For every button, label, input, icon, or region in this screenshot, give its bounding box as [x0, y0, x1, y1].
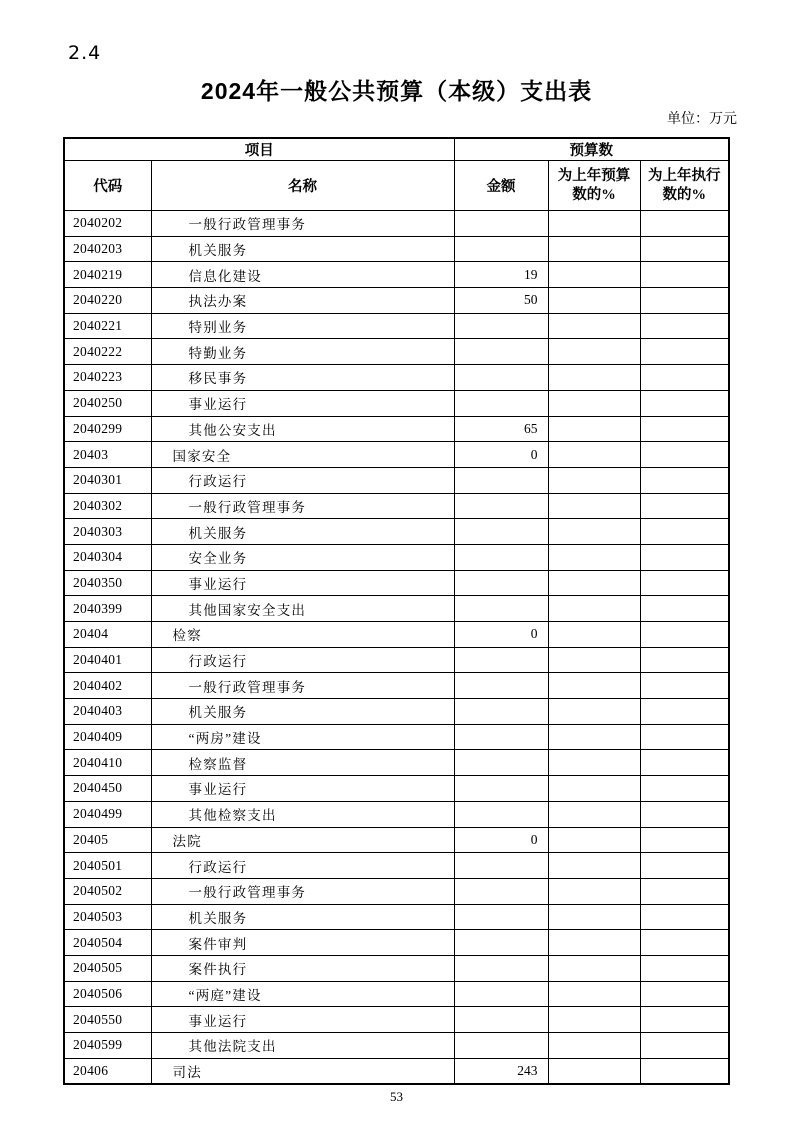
cell-amount [454, 801, 548, 827]
cell-name: 一般行政管理事务 [151, 878, 454, 904]
cell-pct-exec [640, 365, 729, 391]
cell-pct-exec [640, 596, 729, 622]
cell-name: 一般行政管理事务 [151, 493, 454, 519]
cell-pct-exec [640, 211, 729, 237]
cell-amount [454, 519, 548, 545]
cell-pct-exec [640, 853, 729, 879]
page-number: 53 [390, 1089, 403, 1104]
cell-name: 其他公安支出 [151, 416, 454, 442]
cell-pct-exec [640, 1058, 729, 1084]
cell-amount [454, 339, 548, 365]
cell-name: 法院 [151, 827, 454, 853]
cell-pct-budget [548, 288, 640, 314]
table-row [64, 339, 729, 365]
cell-code: 2040550 [64, 1007, 151, 1033]
cell-pct-exec [640, 750, 729, 776]
cell-code: 2040403 [64, 699, 151, 725]
cell-code: 2040506 [64, 981, 151, 1007]
cell-pct-budget [548, 724, 640, 750]
cell-code: 2040502 [64, 878, 151, 904]
cell-code: 2040501 [64, 853, 151, 879]
table-row [64, 596, 729, 622]
cell-pct-budget [548, 673, 640, 699]
cell-amount: 19 [454, 262, 548, 288]
cell-pct-exec [640, 827, 729, 853]
cell-name: 检察 [151, 622, 454, 648]
cell-pct-exec [640, 313, 729, 339]
cell-pct-exec [640, 339, 729, 365]
cell-pct-exec [640, 467, 729, 493]
cell-pct-exec [640, 1007, 729, 1033]
cell-code: 2040202 [64, 211, 151, 237]
header-budget-group: 预算数 [454, 138, 729, 161]
table-row [64, 750, 729, 776]
cell-amount [454, 1033, 548, 1059]
table-row [64, 878, 729, 904]
table-row [64, 416, 729, 442]
cell-code: 2040221 [64, 313, 151, 339]
table-row [64, 673, 729, 699]
cell-name: 国家安全 [151, 442, 454, 468]
cell-pct-exec [640, 699, 729, 725]
cell-amount [454, 647, 548, 673]
cell-code: 2040220 [64, 288, 151, 314]
cell-code: 2040304 [64, 544, 151, 570]
cell-name: 事业运行 [151, 570, 454, 596]
cell-amount [454, 724, 548, 750]
table-header [64, 138, 729, 211]
table-row [64, 853, 729, 879]
cell-name: 司法 [151, 1058, 454, 1084]
cell-code: 2040410 [64, 750, 151, 776]
cell-name: 事业运行 [151, 390, 454, 416]
cell-code: 2040409 [64, 724, 151, 750]
cell-amount [454, 570, 548, 596]
header-project-group: 项目 [64, 138, 454, 161]
cell-name: 机关服务 [151, 236, 454, 262]
cell-code: 2040505 [64, 955, 151, 981]
cell-amount [454, 544, 548, 570]
table-row [64, 955, 729, 981]
cell-name: 机关服务 [151, 519, 454, 545]
table-row [64, 1033, 729, 1059]
cell-code: 2040219 [64, 262, 151, 288]
cell-name: 案件审判 [151, 930, 454, 956]
table-row [64, 699, 729, 725]
cell-pct-exec [640, 570, 729, 596]
cell-pct-exec [640, 724, 729, 750]
table-body [64, 211, 729, 1084]
cell-name: 行政运行 [151, 853, 454, 879]
cell-pct-exec [640, 288, 729, 314]
cell-name: 事业运行 [151, 776, 454, 802]
cell-amount: 65 [454, 416, 548, 442]
cell-name: 安全业务 [151, 544, 454, 570]
header-amount: 金额 [454, 161, 548, 211]
cell-amount [454, 365, 548, 391]
cell-amount [454, 699, 548, 725]
cell-code: 2040299 [64, 416, 151, 442]
unit-label: 单位：万元 [667, 112, 737, 127]
cell-name: 事业运行 [151, 1007, 454, 1033]
cell-pct-exec [640, 622, 729, 648]
table-row [64, 981, 729, 1007]
cell-code: 2040250 [64, 390, 151, 416]
cell-name: “两庭”建设 [151, 981, 454, 1007]
cell-amount [454, 596, 548, 622]
cell-code: 2040401 [64, 647, 151, 673]
cell-code: 2040302 [64, 493, 151, 519]
cell-pct-exec [640, 262, 729, 288]
cell-pct-budget [548, 776, 640, 802]
cell-pct-budget [548, 1033, 640, 1059]
table-row [64, 622, 729, 648]
cell-pct-exec [640, 544, 729, 570]
table-row [64, 313, 729, 339]
cell-amount [454, 313, 548, 339]
cell-name: 机关服务 [151, 904, 454, 930]
cell-code: 2040303 [64, 519, 151, 545]
cell-amount: 50 [454, 288, 548, 314]
cell-amount [454, 750, 548, 776]
table-row [64, 390, 729, 416]
table-row [64, 1058, 729, 1084]
table-row [64, 262, 729, 288]
table-row [64, 776, 729, 802]
cell-pct-exec [640, 776, 729, 802]
cell-code: 2040499 [64, 801, 151, 827]
cell-code: 20403 [64, 442, 151, 468]
cell-pct-budget [548, 544, 640, 570]
cell-name: 一般行政管理事务 [151, 211, 454, 237]
cell-name: 其他法院支出 [151, 1033, 454, 1059]
header-group-row [64, 138, 729, 161]
cell-pct-exec [640, 1033, 729, 1059]
header-columns-row [64, 161, 729, 211]
cell-amount: 0 [454, 442, 548, 468]
cell-pct-exec [640, 878, 729, 904]
cell-pct-budget [548, 211, 640, 237]
cell-amount [454, 955, 548, 981]
cell-code: 2040203 [64, 236, 151, 262]
cell-amount [454, 776, 548, 802]
cell-code: 20405 [64, 827, 151, 853]
cell-code: 2040350 [64, 570, 151, 596]
cell-pct-exec [640, 236, 729, 262]
cell-name: 特勤业务 [151, 339, 454, 365]
cell-pct-budget [548, 519, 640, 545]
cell-pct-budget [548, 596, 640, 622]
cell-amount [454, 904, 548, 930]
header-pct-of-prev-exec: 为上年执行数的% [640, 161, 729, 211]
table-row [64, 1007, 729, 1033]
cell-code: 2040503 [64, 904, 151, 930]
cell-pct-exec [640, 493, 729, 519]
cell-code: 2040301 [64, 467, 151, 493]
cell-name: 行政运行 [151, 467, 454, 493]
cell-name: 行政运行 [151, 647, 454, 673]
cell-pct-exec [640, 519, 729, 545]
cell-pct-budget [548, 750, 640, 776]
table-row [64, 236, 729, 262]
cell-pct-budget [548, 801, 640, 827]
table-row [64, 211, 729, 237]
table-row [64, 930, 729, 956]
cell-name: 特别业务 [151, 313, 454, 339]
cell-pct-budget [548, 365, 640, 391]
cell-amount [454, 1007, 548, 1033]
cell-pct-budget [548, 236, 640, 262]
cell-amount [454, 853, 548, 879]
cell-pct-budget [548, 955, 640, 981]
table-row [64, 442, 729, 468]
cell-pct-exec [640, 904, 729, 930]
table-row [64, 493, 729, 519]
cell-pct-budget [548, 853, 640, 879]
cell-pct-exec [640, 981, 729, 1007]
cell-pct-budget [548, 878, 640, 904]
cell-pct-budget [548, 1058, 640, 1084]
cell-code: 2040599 [64, 1033, 151, 1059]
cell-amount [454, 390, 548, 416]
cell-pct-exec [640, 673, 729, 699]
cell-code: 2040450 [64, 776, 151, 802]
section-number: 2.4 [68, 42, 102, 64]
cell-pct-budget [548, 981, 640, 1007]
cell-name: 其他国家安全支出 [151, 596, 454, 622]
cell-pct-exec [640, 647, 729, 673]
cell-pct-budget [548, 647, 640, 673]
cell-code: 2040222 [64, 339, 151, 365]
cell-name: 检察监督 [151, 750, 454, 776]
table-row [64, 724, 729, 750]
cell-pct-exec [640, 390, 729, 416]
table-row [64, 904, 729, 930]
cell-pct-budget [548, 493, 640, 519]
table-row [64, 288, 729, 314]
cell-pct-exec [640, 930, 729, 956]
cell-code: 2040504 [64, 930, 151, 956]
cell-amount [454, 673, 548, 699]
cell-amount: 0 [454, 622, 548, 648]
cell-name: “两房”建设 [151, 724, 454, 750]
cell-pct-budget [548, 827, 640, 853]
cell-pct-budget [548, 699, 640, 725]
cell-pct-exec [640, 442, 729, 468]
cell-pct-budget [548, 622, 640, 648]
table-row [64, 801, 729, 827]
cell-name: 执法办案 [151, 288, 454, 314]
cell-name: 机关服务 [151, 699, 454, 725]
cell-pct-exec [640, 416, 729, 442]
table-row [64, 365, 729, 391]
cell-code: 2040399 [64, 596, 151, 622]
table-row [64, 544, 729, 570]
page-title: 2024年一般公共预算（本级）支出表 [200, 78, 593, 104]
cell-amount: 0 [454, 827, 548, 853]
cell-code: 20406 [64, 1058, 151, 1084]
table-row [64, 467, 729, 493]
cell-pct-exec [640, 955, 729, 981]
cell-amount [454, 211, 548, 237]
budget-table [63, 137, 730, 1085]
cell-name: 信息化建设 [151, 262, 454, 288]
cell-pct-budget [548, 390, 640, 416]
header-code: 代码 [64, 161, 151, 211]
cell-pct-budget [548, 904, 640, 930]
cell-code: 2040223 [64, 365, 151, 391]
cell-name: 案件执行 [151, 955, 454, 981]
cell-pct-budget [548, 262, 640, 288]
cell-amount [454, 467, 548, 493]
cell-code: 20404 [64, 622, 151, 648]
cell-pct-budget [548, 467, 640, 493]
table-row [64, 570, 729, 596]
cell-amount [454, 236, 548, 262]
cell-amount: 243 [454, 1058, 548, 1084]
header-name: 名称 [151, 161, 454, 211]
cell-pct-budget [548, 930, 640, 956]
cell-code: 2040402 [64, 673, 151, 699]
cell-pct-budget [548, 339, 640, 365]
cell-name: 其他检察支出 [151, 801, 454, 827]
table-row [64, 647, 729, 673]
cell-amount [454, 878, 548, 904]
cell-pct-budget [548, 313, 640, 339]
cell-pct-budget [548, 442, 640, 468]
cell-pct-budget [548, 416, 640, 442]
header-pct-of-prev-budget: 为上年预算数的% [548, 161, 640, 211]
table-row [64, 827, 729, 853]
cell-amount [454, 493, 548, 519]
cell-pct-budget [548, 1007, 640, 1033]
cell-amount [454, 981, 548, 1007]
cell-pct-exec [640, 801, 729, 827]
cell-name: 移民事务 [151, 365, 454, 391]
cell-name: 一般行政管理事务 [151, 673, 454, 699]
cell-amount [454, 930, 548, 956]
cell-pct-budget [548, 570, 640, 596]
table-row [64, 519, 729, 545]
